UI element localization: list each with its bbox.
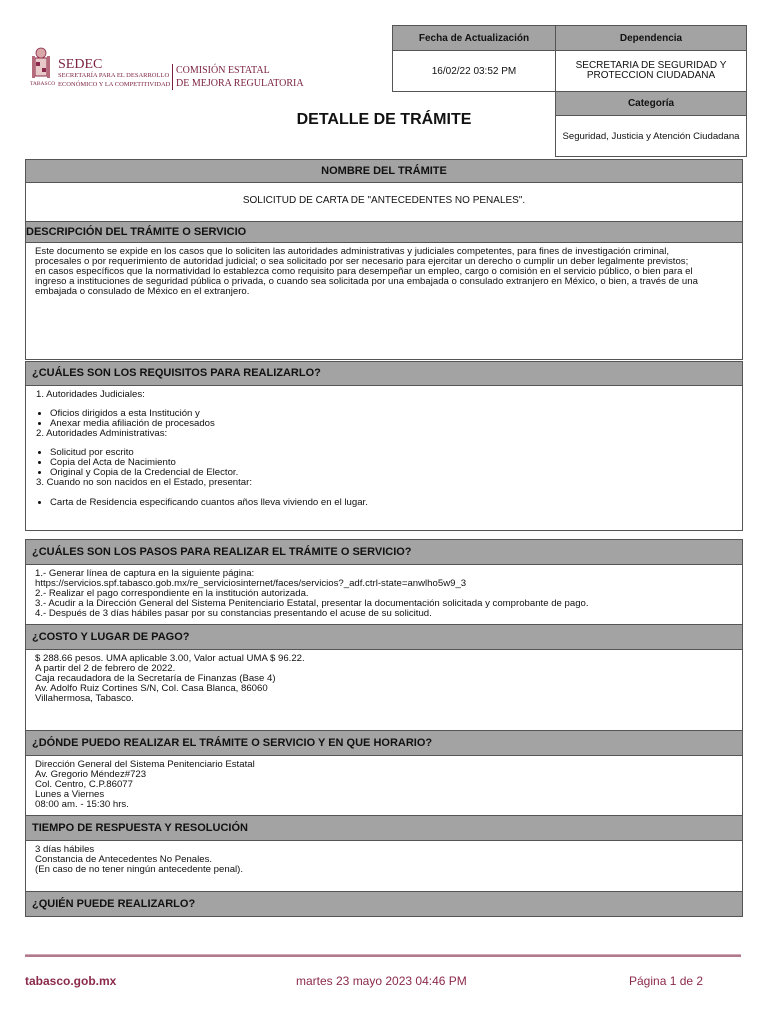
section-who-heading: ¿QUIÉN PUEDE REALIZARLO? — [25, 891, 743, 917]
metadata-table — [392, 25, 747, 157]
section-time-body — [25, 840, 743, 892]
category-label: Categoría — [556, 92, 747, 116]
logo-divider — [172, 64, 173, 90]
brand-name: SEDEC — [58, 57, 103, 72]
list-item: • Solicitud por escrito — [50, 448, 736, 458]
requirement-group: 2. Autoridades Administrativas: — [36, 428, 168, 440]
cost-line: Villahermosa, Tabasco. — [35, 693, 134, 705]
step-line: 3.- Acudir a la Dirección General del Sistema Penitenciario Estatal, presentar la documentación solicitada y comprobante de pago. — [35, 598, 589, 610]
list-item: • Carta de Residencia especificando cuantos años lleva viviendo en el lugar. — [50, 498, 736, 508]
cost-line: Av. Adolfo Ruiz Cortines S/N, Col. Casa Blanca, 86060 — [35, 683, 268, 695]
description-text — [35, 247, 736, 297]
where-line: Av. Gregorio Méndez#723 — [35, 769, 147, 781]
commission-line-2: DE MEJORA REGULATORIA — [176, 78, 304, 89]
where-line: Dirección General del Sistema Penitenciario Estatal — [35, 759, 255, 770]
where-text — [35, 760, 736, 810]
section-where-heading: ¿DÓNDE PUEDO REALIZAR EL TRÁMITE O SERVICIO Y EN QUE HORARIO? — [25, 730, 743, 756]
footer-date: martes 23 mayo 2023 04:46 PM — [296, 974, 467, 988]
cost-line: A partir del 2 de febrero de 2022. — [35, 663, 176, 675]
update-date-label: Fecha de Actualización — [393, 26, 556, 51]
time-line: (En caso de no tener ningún antecedente penal). — [35, 864, 244, 876]
section-name-body — [25, 182, 743, 222]
requirements-list — [36, 390, 736, 508]
brand-subtitle-2: ECONÓMICO Y LA COMPETITIVIDAD — [58, 81, 171, 88]
steps-text — [35, 569, 736, 619]
list-item: • Copia del Acta de Nacimiento — [50, 458, 736, 468]
step-link[interactable]: https://servicios.spf.tabasco.gob.mx/re_serviciosinternet/faces/servicios?_adf.ctrl-state=anwlho5w9_3 — [35, 578, 467, 590]
sedec-logo — [30, 44, 310, 94]
description-line: en casos específicos que la normatividad lo establezca como requisito para desempeñar un empleo, cargo o comisión en el servicio público, o bien para el — [35, 266, 693, 278]
commission-line-1: COMISIÓN ESTATAL — [176, 65, 270, 76]
requirement-items — [36, 498, 736, 508]
cost-text — [35, 654, 736, 704]
where-line: 08:00 am. - 15:30 hrs. — [35, 799, 129, 811]
description-line: ingreso a instituciones de seguridad pública o privada, o cuando sea solicitada por una embajada o consulado extranjero en México, o bien, a través de una — [35, 276, 698, 288]
footer-divider — [25, 955, 741, 957]
brand-subtitle-1: SECRETARÍA PARA EL DESARROLLO — [58, 72, 170, 79]
section-where-body — [25, 755, 743, 816]
requirement-group: 1. Autoridades Judiciales: — [36, 389, 145, 400]
description-line: embajada o consulado de México en el extranjero. — [35, 286, 250, 298]
where-line: Lunes a Viernes — [35, 789, 105, 801]
section-name-heading: NOMBRE DEL TRÁMITE — [25, 159, 743, 183]
category-value: Seguridad, Justicia y Atención Ciudadana — [556, 116, 747, 157]
list-item: • Original y Copia de la Credencial de Elector. — [50, 468, 736, 478]
state-name: TABASCO — [30, 81, 56, 87]
where-line: Col. Centro, C.P.86077 — [35, 779, 133, 791]
section-requirements-heading: ¿CUÁLES SON LOS REQUISITOS PARA REALIZARLO? — [25, 361, 743, 386]
list-item: • Anexar media afiliación de procesados — [50, 419, 736, 429]
page-title: DETALLE DE TRÁMITE — [296, 111, 472, 128]
description-line: procesales o por requerimiento de autoridad judicial; o sea solicitado por ser necesario para ejercitar un derecho o cumplir un deber legalmente previstos; — [35, 256, 689, 268]
step-line: 2.- Realizar el pago correspondiente en la institución autorizada. — [35, 588, 309, 600]
update-date-value: 16/02/22 03:52 PM — [393, 51, 556, 92]
list-item: • Oficios dirigidos a esta Institución y — [50, 409, 736, 419]
footer-page-number: Página 1 de 2 — [629, 974, 704, 988]
time-line: Constancia de Antecedentes No Penales. — [35, 854, 213, 866]
section-cost-heading: ¿COSTO Y LUGAR DE PAGO? — [25, 624, 743, 650]
requirement-group: 3. Cuando no son nacidos en el Estado, presentar: — [36, 477, 253, 489]
cost-line: Caja recaudadora de la Secretaría de Finanzas (Base 4) — [35, 673, 276, 685]
dependency-label: Dependencia — [556, 26, 747, 51]
section-description-heading: DESCRIPCIÓN DEL TRÁMITE O SERVICIO — [25, 221, 743, 243]
step-line: 4.- Después de 3 días hábiles pasar por su constancias presentando el acuse de su solicitud. — [35, 608, 432, 620]
description-line: Este documento se expide en los casos que lo soliciten las autoridades administrativas y judiciales competentes, para fines de investigación criminal, — [35, 246, 670, 257]
section-requirements-body — [25, 385, 743, 531]
time-line: 3 días hábiles — [35, 844, 95, 855]
section-time-heading: TIEMPO DE RESPUESTA Y RESOLUCIÓN — [25, 815, 743, 841]
requirement-items — [36, 448, 736, 478]
step-line: 1.- Generar línea de captura en la siguiente página: — [35, 568, 255, 579]
time-text — [35, 845, 736, 875]
section-cost-body — [25, 649, 743, 731]
cost-line: $ 288.66 pesos. UMA aplicable 3.00, Valor actual UMA $ 96.22. — [35, 653, 305, 664]
section-description-body — [25, 242, 743, 360]
section-steps-body — [25, 564, 743, 625]
procedure-name: SOLICITUD DE CARTA DE "ANTECEDENTES NO PENALES". — [242, 195, 526, 206]
footer-site-link[interactable]: tabasco.gob.mx — [25, 974, 117, 988]
requirement-items — [36, 409, 736, 429]
section-steps-heading: ¿CUÁLES SON LOS PASOS PARA REALIZAR EL TRÁMITE O SERVICIO? — [25, 539, 743, 565]
dependency-value: SECRETARIA DE SEGURIDAD Y PROTECCION CIUDADANA — [556, 51, 747, 92]
